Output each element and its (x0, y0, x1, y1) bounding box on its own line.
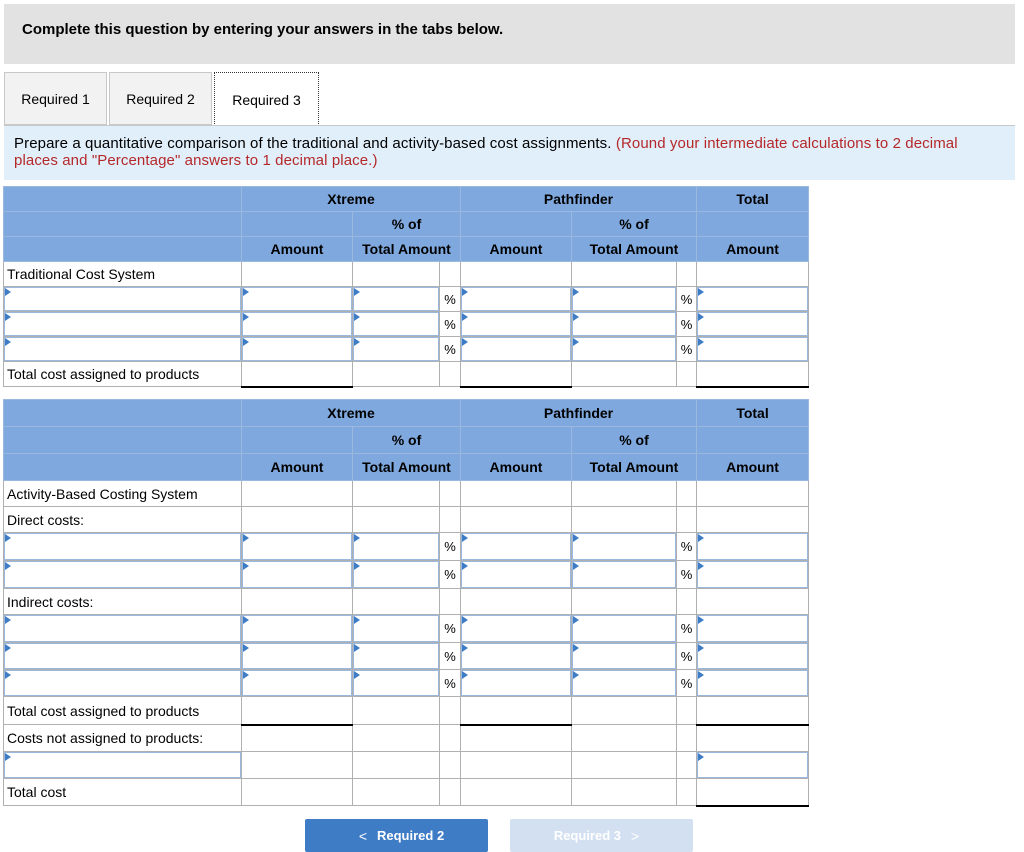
xtreme-amount-input[interactable] (242, 337, 353, 362)
empty-cell (242, 779, 353, 806)
col-pct-of: % of (572, 212, 697, 237)
pathfinder-percent-input[interactable] (572, 561, 677, 589)
empty-cell (572, 697, 677, 725)
percent-sign: % (677, 615, 697, 643)
pathfinder-percent-input[interactable] (572, 287, 677, 312)
xtreme-amount-input[interactable] (242, 312, 353, 337)
table-row (4, 670, 809, 697)
rounding-note: (Round your intermediate calculations to 2 decimal places and "Percentage" answers to 1 decimal place.) (14, 135, 958, 169)
empty-cell (677, 779, 697, 806)
total-amount-input[interactable] (697, 533, 809, 561)
percent-sign: % (440, 287, 461, 312)
col-pathfinder: Pathfinder (461, 187, 697, 212)
percent-sign: % (440, 670, 461, 697)
empty-cell (697, 725, 809, 752)
col-amount: Amount (461, 237, 572, 262)
table-row (4, 561, 809, 589)
empty-cell (572, 752, 677, 779)
xtreme-amount-input[interactable] (242, 561, 353, 589)
col-total: Total (697, 187, 809, 212)
total-amount-input[interactable] (697, 337, 809, 362)
table-row (4, 533, 809, 561)
col-pct-of: % of (353, 212, 461, 237)
tab-required-3[interactable]: Required 3 (214, 72, 319, 126)
empty-cell (242, 481, 353, 507)
pathfinder-percent-input[interactable] (572, 337, 677, 362)
prev-required-button[interactable] (305, 819, 488, 852)
xtreme-percent-input[interactable] (353, 670, 440, 697)
col-pathfinder: Pathfinder (461, 400, 697, 427)
traditional-total-label: Total cost assigned to products (4, 362, 242, 387)
header-cell (4, 454, 242, 481)
header-cell (461, 427, 572, 454)
col-total-amount: Total Amount (353, 454, 461, 481)
empty-cell (697, 481, 809, 507)
empty-cell (461, 589, 572, 615)
empty-cell (572, 507, 677, 533)
empty-cell (242, 262, 353, 287)
empty-cell (677, 589, 697, 615)
header-text: Complete this question by entering your answers in the tabs below. (22, 21, 504, 38)
percent-sign: % (440, 561, 461, 589)
col-xtreme: Xtreme (242, 187, 461, 212)
xtreme-percent-input[interactable] (353, 287, 440, 312)
empty-cell (677, 262, 697, 287)
pathfinder-amount-input[interactable] (461, 337, 572, 362)
pathfinder-amount-input[interactable] (461, 312, 572, 337)
percent-sign: % (677, 561, 697, 589)
next-required-button (510, 819, 693, 852)
total-cost-label: Total cost (4, 779, 242, 806)
total-amount-input[interactable] (697, 615, 809, 643)
empty-cell (677, 725, 697, 752)
xtreme-amount-input[interactable] (242, 287, 353, 312)
empty-cell (697, 262, 809, 287)
empty-cell (242, 725, 353, 752)
total-row (4, 697, 809, 725)
total-amount-input[interactable] (697, 312, 809, 337)
percent-sign: % (677, 337, 697, 362)
empty-cell (440, 262, 461, 287)
direct-costs-label: Direct costs: (4, 507, 242, 533)
xtreme-total-cell (242, 697, 353, 725)
header-cell (4, 400, 242, 427)
xtreme-percent-input[interactable] (353, 561, 440, 589)
empty-cell (353, 589, 440, 615)
empty-cell (677, 697, 697, 725)
instructions-text: Prepare a quantitative comparison of the traditional and activity-based cost assignments. (14, 135, 612, 152)
empty-cell (242, 507, 353, 533)
table-row (4, 643, 809, 670)
empty-cell (461, 752, 572, 779)
col-total-amount: Total Amount (353, 237, 461, 262)
xtreme-percent-input[interactable] (353, 615, 440, 643)
col-total-amount: Total Amount (572, 237, 697, 262)
col-pct-of: % of (353, 427, 461, 454)
empty-cell (242, 589, 353, 615)
table-row (4, 337, 809, 362)
col-pct-of: % of (572, 427, 697, 454)
col-amount: Amount (242, 454, 353, 481)
col-amount: Amount (697, 454, 809, 481)
cost-label-input[interactable] (4, 287, 242, 312)
pathfinder-percent-input[interactable] (572, 643, 677, 670)
chevron-left-icon: < (358, 827, 367, 844)
pathfinder-amount-input[interactable] (461, 615, 572, 643)
xtreme-percent-input[interactable] (353, 643, 440, 670)
empty-cell (677, 481, 697, 507)
percent-sign: % (440, 312, 461, 337)
traditional-cost-table (3, 186, 809, 388)
empty-cell (353, 697, 440, 725)
empty-cell (572, 725, 677, 752)
empty-cell (353, 481, 440, 507)
empty-cell (461, 725, 572, 752)
percent-sign: % (677, 533, 697, 561)
abc-cost-table (3, 399, 809, 807)
indirect-costs-label: Indirect costs: (4, 589, 242, 615)
empty-cell (572, 481, 677, 507)
header-cell (4, 187, 242, 212)
pathfinder-amount-input[interactable] (461, 533, 572, 561)
empty-cell (461, 262, 572, 287)
pathfinder-amount-input[interactable] (461, 287, 572, 312)
tab-required-2[interactable]: Required 2 (109, 72, 212, 125)
cost-label-input[interactable] (4, 615, 242, 643)
cost-label-input[interactable] (4, 533, 242, 561)
empty-cell (677, 507, 697, 533)
xtreme-percent-input[interactable] (353, 337, 440, 362)
chevron-right-icon: > (631, 827, 640, 844)
xtreme-amount-input[interactable] (242, 643, 353, 670)
header-cell (242, 427, 353, 454)
xtreme-total-cell (242, 362, 353, 387)
pathfinder-percent-input[interactable] (572, 533, 677, 561)
header-cell (697, 427, 809, 454)
pathfinder-amount-input[interactable] (461, 643, 572, 670)
empty-cell (353, 779, 440, 806)
unassigned-cost-label-input[interactable] (4, 752, 242, 779)
abc-section-label: Activity-Based Costing System (4, 481, 242, 507)
empty-cell (242, 752, 353, 779)
empty-cell (440, 481, 461, 507)
col-amount: Amount (461, 454, 572, 481)
table-row (4, 752, 809, 779)
total-row (4, 362, 809, 387)
empty-cell (697, 589, 809, 615)
empty-cell (440, 589, 461, 615)
total-amount-input[interactable] (697, 670, 809, 697)
unassigned-total-input[interactable] (697, 752, 809, 779)
cost-label-input[interactable] (4, 561, 242, 589)
empty-cell (353, 507, 440, 533)
pathfinder-percent-input[interactable] (572, 615, 677, 643)
instructions-box (4, 126, 1015, 180)
prev-button-label: Required 2 (377, 828, 445, 843)
abc-total-label: Total cost assigned to products (4, 697, 242, 725)
cost-label-input[interactable] (4, 337, 242, 362)
col-total-amount: Total Amount (572, 454, 697, 481)
xtreme-percent-input[interactable] (353, 533, 440, 561)
table-row (4, 312, 809, 337)
col-total: Total (697, 400, 809, 427)
percent-sign: % (440, 337, 461, 362)
total-amount-input[interactable] (697, 287, 809, 312)
header-cell (697, 212, 809, 237)
empty-cell (697, 507, 809, 533)
percent-sign: % (677, 670, 697, 697)
empty-cell (440, 725, 461, 752)
empty-cell (572, 362, 677, 387)
grand-total-cell (697, 362, 809, 387)
xtreme-amount-input[interactable] (242, 670, 353, 697)
percent-sign: % (677, 312, 697, 337)
percent-sign: % (440, 533, 461, 561)
empty-cell (461, 507, 572, 533)
pathfinder-amount-input[interactable] (461, 670, 572, 697)
percent-sign: % (440, 615, 461, 643)
pathfinder-amount-input[interactable] (461, 561, 572, 589)
col-amount: Amount (242, 237, 353, 262)
col-amount: Amount (697, 237, 809, 262)
empty-cell (353, 262, 440, 287)
empty-cell (440, 507, 461, 533)
table-row (4, 287, 809, 312)
cost-label-input[interactable] (4, 312, 242, 337)
table-row (4, 615, 809, 643)
percent-sign: % (677, 643, 697, 670)
percent-sign: % (677, 287, 697, 312)
header-cell (4, 427, 242, 454)
empty-cell (572, 589, 677, 615)
empty-cell (461, 481, 572, 507)
total-amount-input[interactable] (697, 561, 809, 589)
xtreme-amount-input[interactable] (242, 615, 353, 643)
empty-cell (440, 752, 461, 779)
traditional-section-label: Traditional Cost System (4, 262, 242, 287)
col-xtreme: Xtreme (242, 400, 461, 427)
header-cell (242, 212, 353, 237)
percent-sign: % (440, 643, 461, 670)
empty-cell (353, 725, 440, 752)
cost-label-input[interactable] (4, 670, 242, 697)
pathfinder-percent-input[interactable] (572, 312, 677, 337)
empty-cell (353, 752, 440, 779)
total-cost-cell (697, 779, 809, 806)
instruction-header (4, 4, 1015, 64)
cost-label-input[interactable] (4, 643, 242, 670)
total-row (4, 779, 809, 806)
empty-cell (440, 697, 461, 725)
empty-cell (440, 362, 461, 387)
pathfinder-total-cell (461, 362, 572, 387)
empty-cell (440, 779, 461, 806)
header-cell (461, 212, 572, 237)
header-cell (4, 212, 242, 237)
header-cell (4, 237, 242, 262)
grand-total-cell (697, 697, 809, 725)
empty-cell (677, 752, 697, 779)
xtreme-amount-input[interactable] (242, 533, 353, 561)
empty-cell (572, 779, 677, 806)
costs-not-assigned-label: Costs not assigned to products: (4, 725, 242, 752)
pathfinder-percent-input[interactable] (572, 670, 677, 697)
empty-cell (572, 262, 677, 287)
pathfinder-total-cell (461, 697, 572, 725)
xtreme-percent-input[interactable] (353, 312, 440, 337)
total-amount-input[interactable] (697, 643, 809, 670)
next-button-label: Required 3 (553, 828, 621, 843)
empty-cell (461, 779, 572, 806)
tab-required-1[interactable]: Required 1 (4, 72, 107, 125)
empty-cell (677, 362, 697, 387)
empty-cell (353, 362, 440, 387)
